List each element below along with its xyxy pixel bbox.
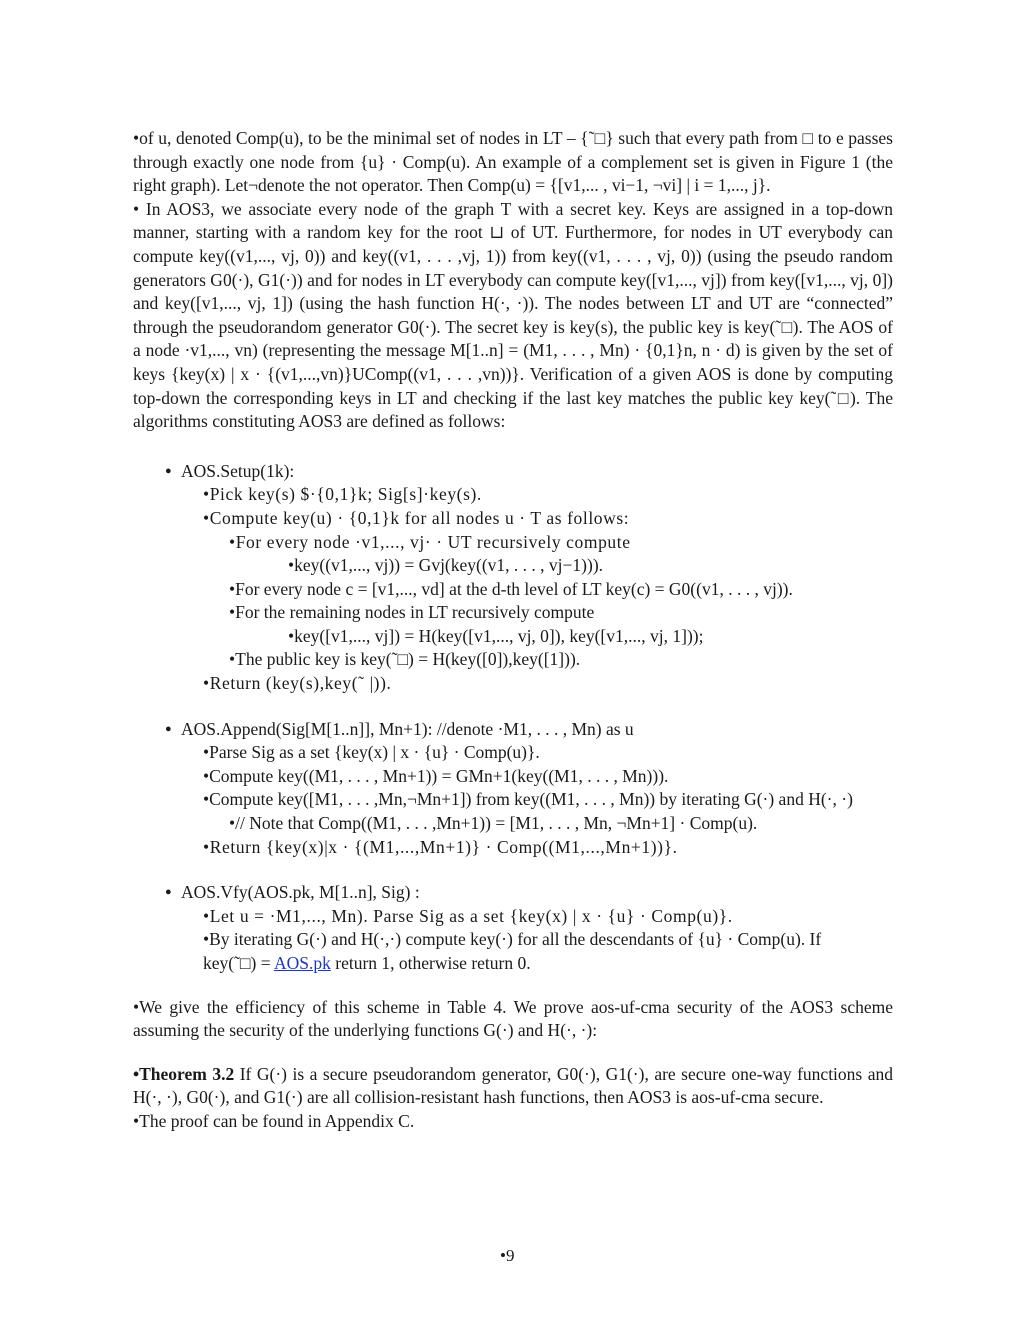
append-line: •Compute key((M1, . . . , Mn+1)) = GMn+1(key((M1, . . . , Mn))). (203, 765, 669, 786)
append-line: •Compute key([M1, . . . ,Mn,¬Mn+1]) from key((M1, . . . , Mn)) by iterating G(·) and H(·, ·) (203, 789, 853, 810)
setup-line: •For every node ·v1,..., vj· · UT recursively compute (229, 531, 631, 552)
vfy-key-text: key(˜□) = (203, 953, 274, 973)
document-body (133, 127, 893, 1134)
theorem-text: If G(·) is a secure pseudorandom generator, G0(·), G1(·), are secure one-way functions and H(·, ·), G0(·), and G1(·) are all collision-resistant hash functions, then AOS3 is aos-uf-cma secure. (133, 1063, 893, 1108)
append-heading: ● AOS.Append(Sig[M[1..n]], Mn+1): //denote ·M1, . . . , Mn) as u (133, 718, 893, 742)
algorithm-verify (133, 881, 893, 975)
page-number: •9 (500, 1246, 515, 1265)
paragraph-aos3-description: • In AOS3, we associate every node of the graph T with a secret key. Keys are assigned in a top-down manner, starting with a random key for the root ⊔ of UT. Furthermore, for nodes in UT everybody can compute key((v1,..., vj, 0)) and key((v1, . . . ,vj, 1)) from key((v1, . . . , vj, 0)) (using the pseudo random generators G0(·), G1(·)) and for nodes in LT everybody can compute key([v1,..., vj]) from key([v1,..., vj, 0]) and key([v1,..., vj, 1]) (using the hash function H(·, ·)). The nodes between LT and UT are “connected” through the pseudorandom generator G0(·). The secret key is key(s), the public key is key(˜□). The AOS of a node ·v1,..., vn) (representing the message M[1..n] = (M1, . . . , Mn) · {0,1}n, n · d) is given by the set of keys {key(x) | x · {(v1,...,vn)}UComp((v1, . . . ,vn))}. Verification of a given AOS is done by computing top-down the corresponding keys in LT and checking if the last key matches the public key key(˜□). The algorithms constituting AOS3 are defined as follows: (133, 198, 893, 432)
vfy-return-text: return 1, otherwise return 0. (330, 953, 531, 973)
theorem-3-2 (133, 1063, 893, 1110)
vfy-line: •Let u = ·M1,..., Mn). Parse Sig as a set {key(x) | x · {u} · Comp(u)}. (203, 905, 733, 926)
vfy-line-return (133, 952, 893, 976)
algorithm-append (133, 718, 893, 860)
paragraph-complement-definition: •of u, denoted Comp(u), to be the minimal set of nodes in LT – {˜□} such that every path from □ to e passes through exactly one node from {u} · Comp(u). An example of a complement set is given in Figure 1 (the right graph). Let¬denote the not operator. Then Comp(u) = {[v1,... , vi−1, ¬vi] | i = 1,..., j}. (133, 128, 893, 196)
append-line: •Return {key(x)|x · {(M1,...,Mn+1)} · Comp((M1,...,Mn+1))}. (203, 836, 678, 857)
append-line: •Parse Sig as a set {key(x) | x · {u} · Comp(u)}. (203, 742, 540, 763)
paragraph-efficiency: •We give the efficiency of this scheme in Table 4. We prove aos-uf-cma security of the AOS3 scheme assuming the security of the underlying functions G(·) and H(·, ·): (133, 996, 893, 1041)
setup-line: •Pick key(s) $·{0,1}k; Sig[s]·key(s). (203, 484, 482, 505)
vfy-heading: ● AOS.Vfy(AOS.pk, M[1..n], Sig) : (133, 881, 893, 905)
theorem-label: •Theorem 3.2 (133, 1063, 235, 1084)
algorithm-setup (133, 460, 893, 696)
vfy-line: •By iterating G(·) and H(·,·) compute key(·) for all the descendants of {u} · Comp(u). If (203, 929, 822, 950)
setup-line: •The public key is key(˜□) = H(key([0]),key([1])). (229, 649, 581, 670)
setup-line: •For the remaining nodes in LT recursively compute (229, 602, 595, 623)
setup-line: •key((v1,..., vj)) = Gvj(key((v1, . . . , vj−1))). (288, 555, 604, 576)
append-line: •// Note that Comp((M1, . . . ,Mn+1)) = [M1, . . . , Mn, ¬Mn+1] · Comp(u). (229, 813, 758, 834)
setup-line: •key([v1,..., vj]) = H(key([v1,..., vj, 0]), key([v1,..., vj, 1])); (288, 625, 704, 646)
setup-heading: ● AOS.Setup(1k): (133, 460, 893, 484)
paragraph-proof: •The proof can be found in Appendix C. (133, 1110, 415, 1131)
setup-line: •Return (key(s),key(˜ |)). (203, 673, 392, 694)
setup-line: •For every node c = [v1,..., vd] at the d-th level of LT key(c) = G0((v1, . . . , vj)). (229, 578, 793, 599)
aos-pk-link[interactable]: AOS.pk (273, 953, 331, 973)
setup-line: •Compute key(u) · {0,1}k for all nodes u · T as follows: (203, 507, 630, 528)
